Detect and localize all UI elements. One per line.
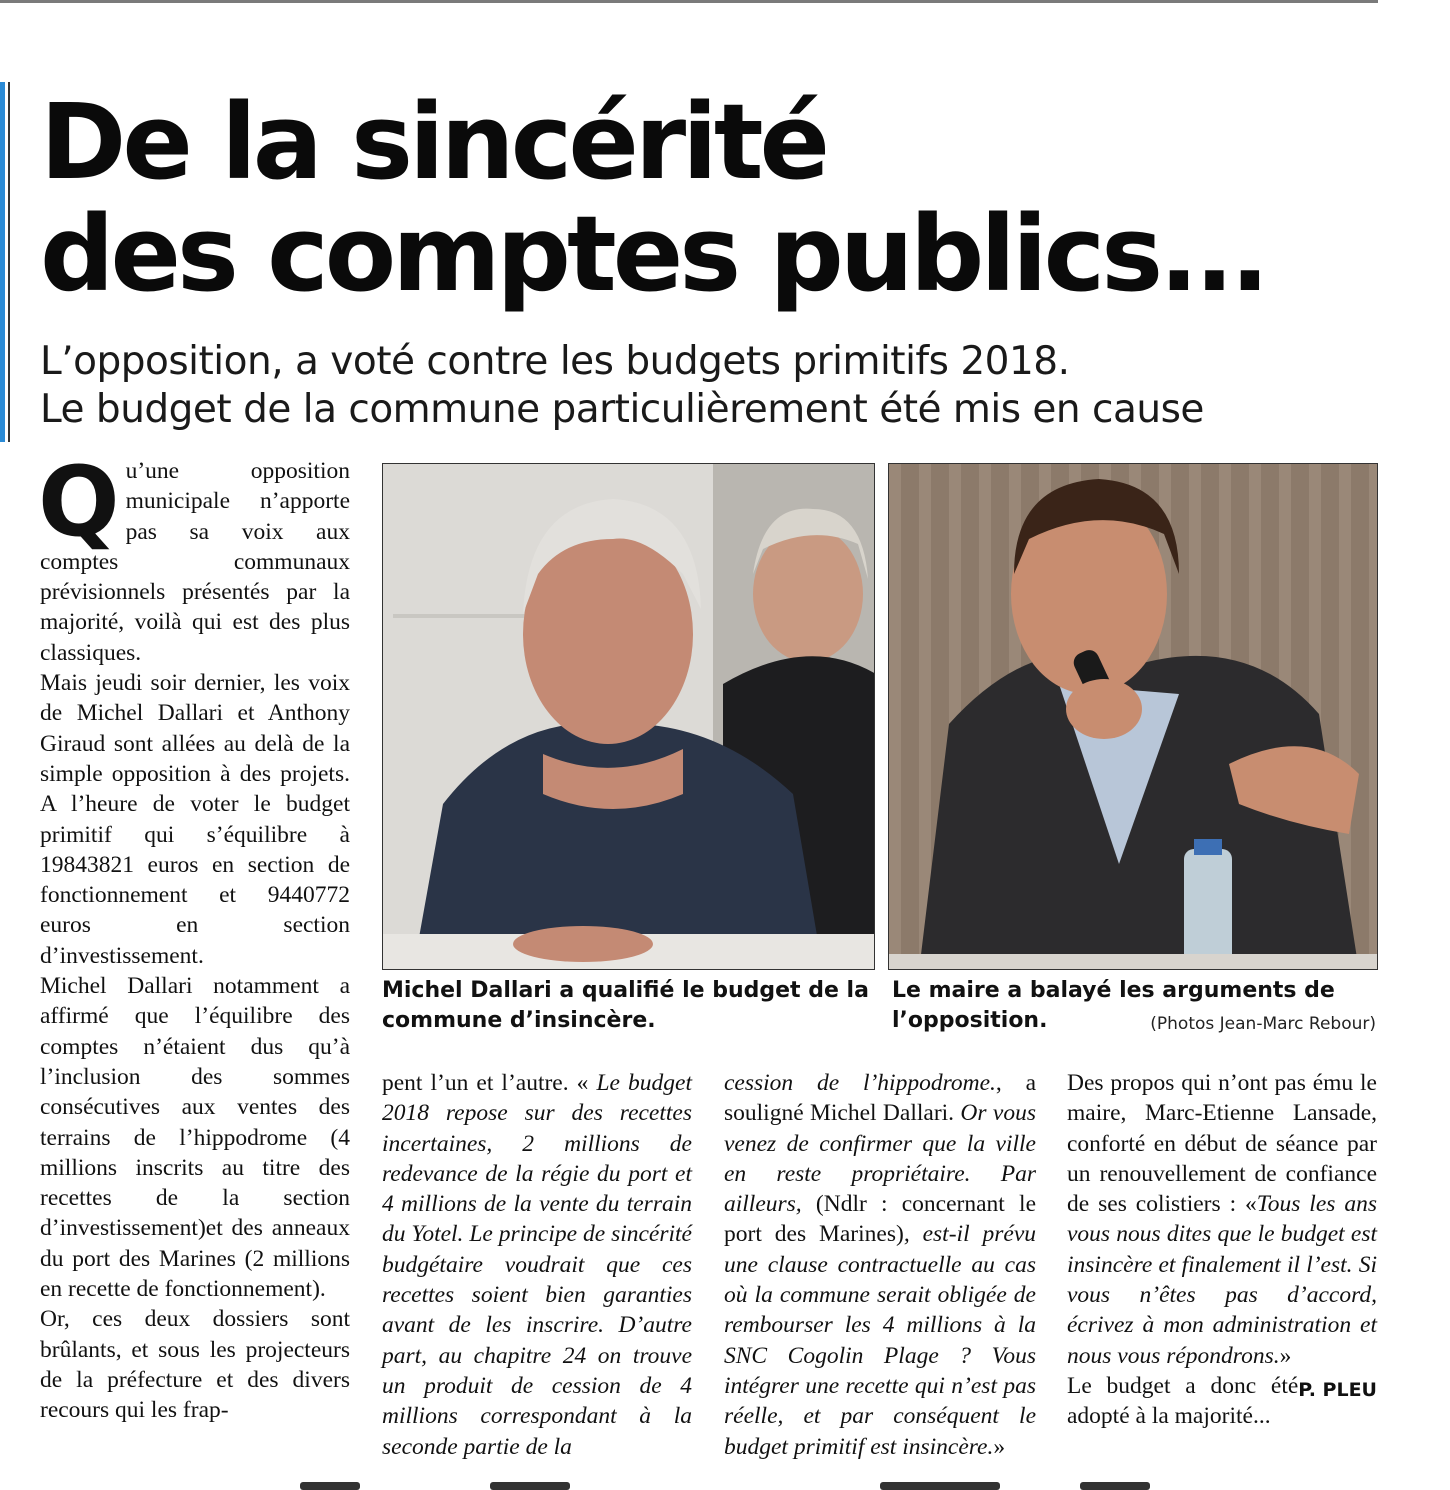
paragraph-text: , a souligné Michel Dallari. [724, 1070, 1036, 1127]
photo-michel-dallari [382, 463, 875, 970]
quote-text: , est-il prévu une clause contractuelle au cas où la commune serait obligée de rembourser les 4 millions à la SNC Cogolin Plage ? Vous intégrer une recette qui n’est pas réelle, et par conséquent le budget primitif est insincère. [724, 1221, 1037, 1460]
subheadline [40, 338, 1380, 434]
photo-caption-2: Le maire a balayé les arguments de l’opposition. [892, 978, 1335, 1033]
paragraph [724, 1068, 1036, 1462]
paragraph [1067, 1371, 1377, 1432]
paragraph-text: » [993, 1433, 1006, 1460]
article-column-1 [38, 446, 350, 1426]
next-article-fragment [0, 1478, 1450, 1490]
author-signature: P. PLEU [1298, 1378, 1377, 1401]
article-column-4 [1067, 1068, 1377, 1432]
top-rule [0, 0, 1378, 3]
paragraph-text: Des propos qui n’ont pas ému le maire, Marc-Etienne Lansade, conforté en début de séance par un renouvellement de confiance de ses colistiers : « [1067, 1070, 1377, 1218]
article-column-2 [382, 1068, 692, 1462]
quote-text: Le budget 2018 repose sur des recettes incertaines, 2 millions de redevance de la régie du port et 4 millions de la vente du terrain du Yotel. Le principe de sincérité budgétaire voudrait que ces recettes soient bien garanties avant de les inscrire. D’autre part, au chapitre 24 on trouve un produit de cession de 4 millions correspondant à la seconde partie de la [382, 1070, 692, 1460]
paragraph-text: pent l’un et l’autre. « [382, 1070, 597, 1096]
paragraph-text: » [1279, 1342, 1292, 1369]
headline-line-1: De la sincérité [40, 81, 827, 203]
left-rule [8, 82, 10, 442]
quote-text: Or vous venez de confirmer que la ville en reste propriétaire. Par ailleurs, [724, 1100, 1036, 1218]
subhead-line-2: Le budget de la commune particulièrement été mis en cause [40, 387, 1204, 432]
photo-caption-1: Michel Dallari a qualifié le budget de la commune d’insincère. [382, 978, 869, 1033]
quote-text: Tous les ans vous nous dites que le budget est insincère et finalement il l’est. Si vous n’êtes pas d’accord, écrivez à mon administration et nous vous répondrons. [1067, 1191, 1377, 1369]
headline [40, 81, 1360, 315]
paragraph-text: (Ndlr : concernant le port des Marines) [724, 1191, 1036, 1248]
paragraph [38, 446, 350, 668]
photo-credit: (Photos Jean-Marc Rebour) [1150, 1014, 1376, 1034]
paragraph: Or, ces deux dossiers sont brûlants, et sous les projecteurs de la préfecture et des divers recours qui les frap- [40, 1306, 350, 1424]
paragraph [382, 1068, 692, 1462]
left-accent-bar [0, 82, 5, 442]
paragraph-text: Le budget a donc été adopté à la majorité... [1067, 1372, 1299, 1430]
subhead-line-1: L’opposition, a voté contre les budgets primitifs 2018. [40, 339, 1070, 384]
article-column-3 [724, 1068, 1036, 1462]
drop-cap: Q [38, 446, 120, 558]
quote-text: cession de l’hippodrome. [724, 1070, 996, 1096]
paragraph: Mais jeudi soir dernier, les voix de Michel Dallari et Anthony Giraud sont allées au delà de la simple opposition à des projets. A l’heure de voter le budget primitif qui s’équilibre à 19843821 euros en section de fonctionnement et 9440772 euros en section d’investissement. [40, 670, 350, 969]
headline-line-2: des comptes publics... [40, 193, 1266, 315]
paragraph: Michel Dallari notamment a affirmé que l’équilibre des comptes n’étaient dus qu’à l’inclusion des sommes consécutives aux ventes des terrains de l’hippodrome (4 millions inscrits au titre des recettes de la section d’investissement)et des anneaux du port des Marines (2 millions en recette de fonctionnement). [40, 973, 350, 1303]
photo-le-maire [888, 463, 1378, 970]
paragraph [1067, 1068, 1377, 1371]
paragraph-text: u’une opposition municipale n’apporte pas sa voix aux comptes communaux prévisionnels présentés par la majorité, voilà qui est des plus classiques. [40, 458, 350, 666]
